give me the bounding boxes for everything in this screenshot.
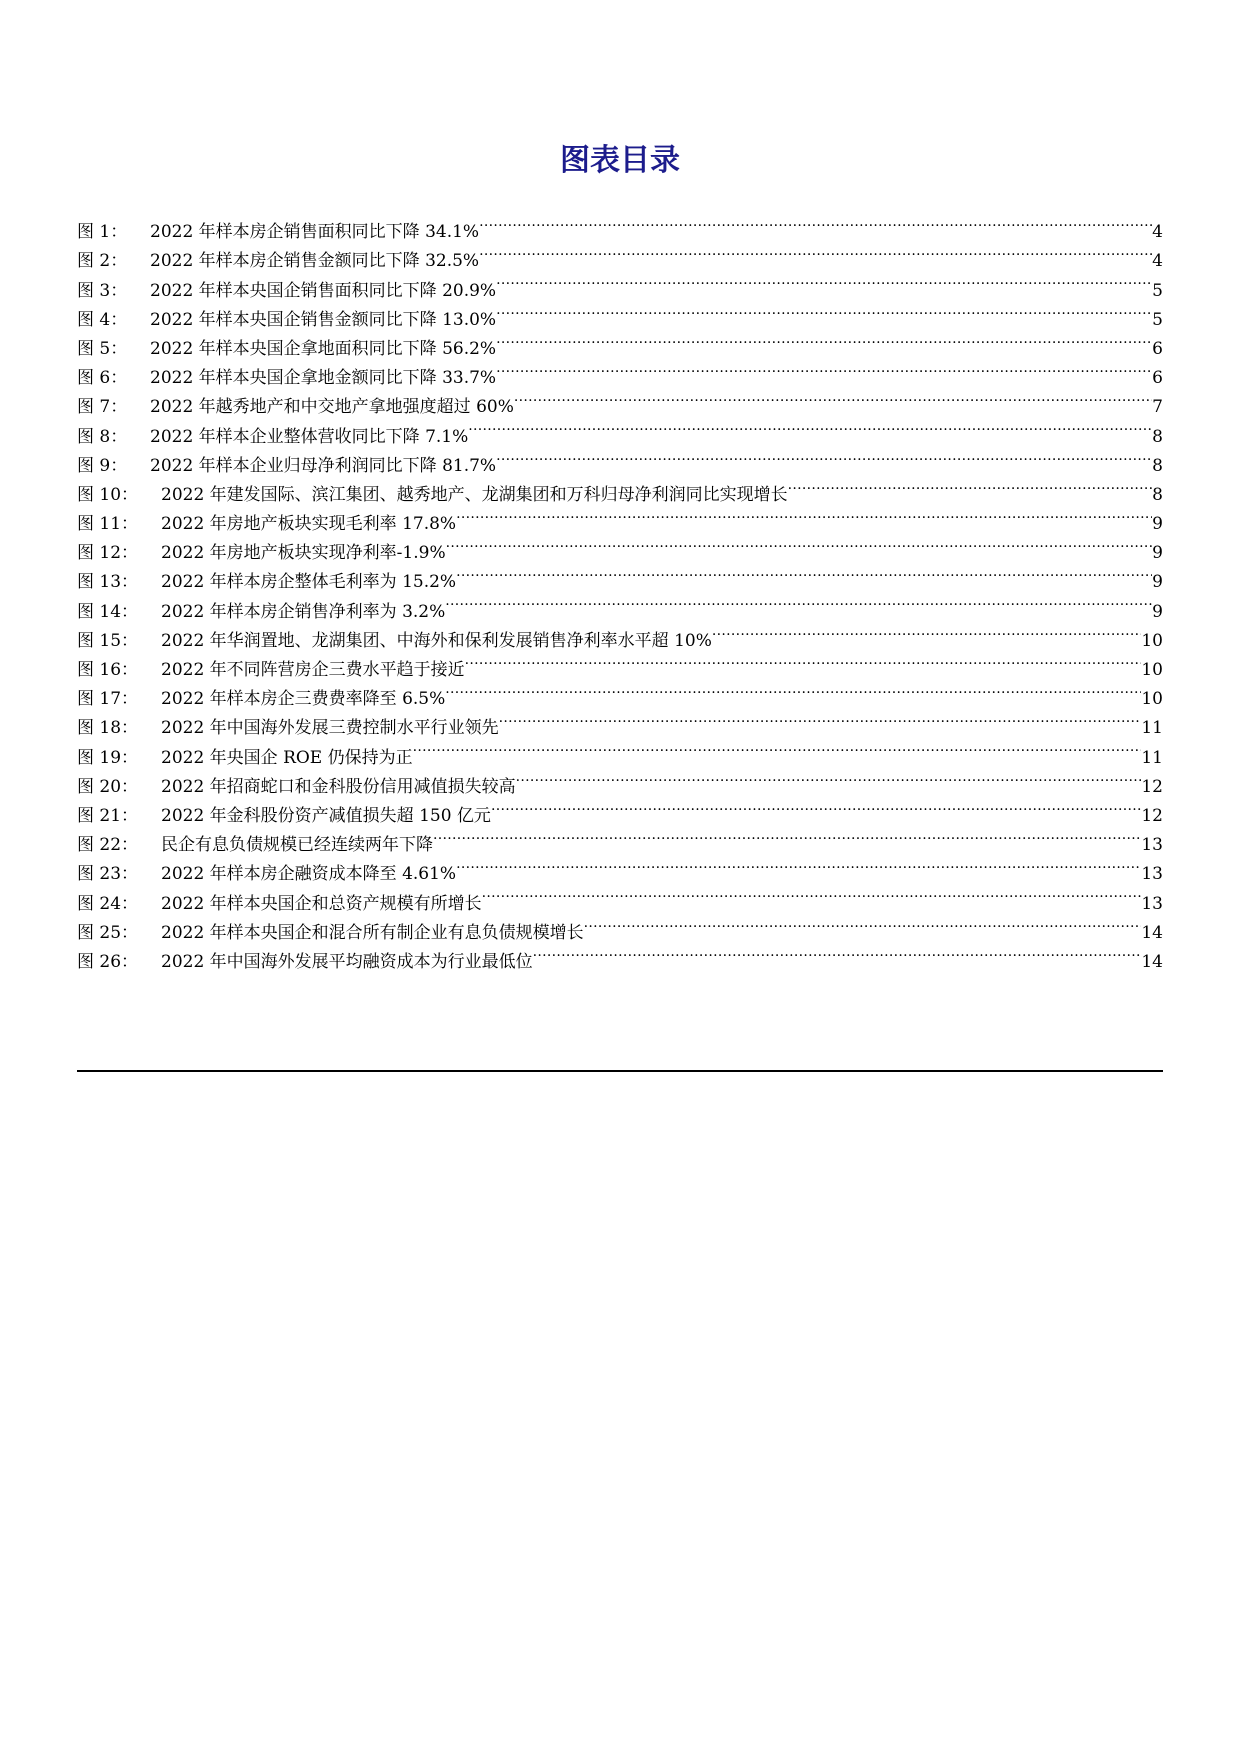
page-number: 10 [1141,689,1163,710]
dot-leader [445,587,1152,616]
page-number: 5 [1152,309,1163,330]
figure-caption: 2022 年样本企业归母净利润同比下降 81.7% [150,455,497,476]
figure-label: 图 26： [77,951,139,972]
figure-caption: 2022 年样本房企三费费率降至 6.5% [161,689,446,710]
figure-label: 图 22： [77,835,139,856]
figure-label: 图 5： [77,338,128,359]
page-number: 11 [1141,747,1163,768]
figure-label: 图 24： [77,893,139,914]
dot-leader [496,442,1152,471]
figure-label: 图 4： [77,309,128,330]
dot-leader [479,237,1152,266]
figure-caption: 2022 年房地产板块实现毛利率 17.8% [161,514,457,535]
figure-caption: 2022 年样本央国企拿地面积同比下降 56.2% [150,338,497,359]
figure-caption: 2022 年样本央国企拿地金额同比下降 33.7% [150,368,497,389]
dot-leader [496,325,1152,354]
figure-label: 图 25： [77,922,139,943]
dot-leader [413,733,1142,762]
toc-entry[interactable] [77,208,1163,243]
dot-leader [446,529,1153,558]
figure-caption: 2022 年样本央国企销售面积同比下降 20.9% [150,280,497,301]
dot-leader [491,792,1141,821]
figure-label: 图 7： [77,397,128,418]
figure-caption: 2022 年样本央国企销售金额同比下降 13.0% [150,309,497,330]
figure-caption: 2022 年样本房企销售金额同比下降 32.5% [150,251,480,272]
dot-leader [482,879,1142,908]
toc-title: 图表目录 [560,143,680,178]
page-number: 8 [1152,455,1163,476]
figure-label: 图 21： [77,805,139,826]
figure-caption: 2022 年样本央国企和混合所有制企业有息负债规模增长 [161,922,584,943]
figure-caption: 2022 年样本央国企和总资产规模有所增长 [161,893,482,914]
dot-leader [499,704,1142,733]
page-number: 6 [1152,338,1163,359]
page-number: 9 [1152,601,1163,622]
figure-label: 图 11： [77,514,139,535]
figure-caption: 2022 年央国企 ROE 仍保持为正 [161,747,413,768]
figure-caption: 2022 年样本房企销售面积同比下降 34.1% [150,222,480,243]
dot-leader [456,558,1152,587]
page-number: 9 [1152,543,1163,564]
dot-leader [496,266,1152,295]
dot-leader [788,471,1153,500]
page-number: 8 [1152,484,1163,505]
dot-leader [465,646,1142,675]
page-number: 13 [1141,864,1163,885]
figure-caption: 2022 年样本房企销售净利率为 3.2% [161,601,446,622]
page-number: 5 [1152,280,1163,301]
figure-label: 图 6： [77,368,128,389]
dot-leader [468,412,1152,441]
figure-label: 图 23： [77,864,139,885]
figure-label: 图 16： [77,660,139,680]
page-number: 4 [1152,251,1163,272]
dot-leader [496,354,1152,383]
page-number: 8 [1152,426,1163,447]
page-number: 11 [1141,718,1163,739]
figure-label: 图 13： [77,572,139,593]
figure-caption: 民企有息负债规模已经连续两年下降 [161,835,433,856]
page-number: 6 [1152,368,1163,389]
page-number: 7 [1152,397,1163,418]
figure-caption: 2022 年不同阵营房企三费水平趋于接近 [161,660,465,680]
page-number: 9 [1152,514,1163,535]
page-number: 9 [1152,572,1163,593]
page-number: 4 [1152,222,1163,243]
figure-label: 图 18： [77,718,139,739]
figure-caption: 2022 年样本房企整体毛利率为 15.2% [161,572,457,593]
figure-label: 图 10： [77,484,139,505]
figure-caption: 2022 年越秀地产和中交地产拿地强度超过 60% [150,397,514,418]
dot-leader [456,500,1152,529]
dot-leader [514,383,1152,412]
page-number: 12 [1141,805,1163,826]
figure-caption: 2022 年样本企业整体营收同比下降 7.1% [150,426,469,447]
dot-leader [712,617,1142,646]
figure-caption: 2022 年样本房企融资成本降至 4.61% [161,864,457,885]
figure-caption: 2022 年中国海外发展平均融资成本为行业最低位 [161,951,533,972]
dot-leader [445,675,1141,704]
page-number: 10 [1141,630,1163,651]
page-number: 10 [1141,660,1163,680]
dot-leader [456,850,1141,879]
divider-line [77,1070,1163,1072]
page-number: 14 [1141,922,1163,943]
figure-caption: 2022 年招商蛇口和金科股份信用减值损失较高 [161,776,516,797]
page-number: 13 [1141,835,1163,856]
figure-label: 图 1： [77,222,128,243]
figure-caption: 2022 年房地产板块实现净利率-1.9% [161,543,446,564]
figure-label: 图 14： [77,601,139,622]
figure-caption: 2022 年建发国际、滨江集团、越秀地产、龙湖集团和万科归母净利润同比实现增长 [161,484,788,505]
figure-label: 图 15： [77,630,139,651]
page-number: 12 [1141,776,1163,797]
figure-list [77,208,1163,972]
figure-caption: 2022 年中国海外发展三费控制水平行业领先 [161,718,499,739]
dot-leader [479,208,1152,237]
figure-label: 图 20： [77,776,139,797]
figure-label: 图 17： [77,689,139,710]
dot-leader [496,296,1152,325]
figure-label: 图 19： [77,747,139,768]
figure-label: 图 3： [77,280,128,301]
figure-caption: 2022 年金科股份资产减值损失超 150 亿元 [161,805,491,826]
figure-label: 图 2： [77,251,128,272]
figure-label: 图 12： [77,543,139,564]
dot-leader [584,909,1142,938]
figure-label: 图 8： [77,426,128,447]
figure-caption: 2022 年华润置地、龙湖集团、中海外和保利发展销售净利率水平超 10% [161,630,712,651]
page-number: 14 [1141,951,1163,972]
dot-leader [433,821,1141,850]
page-number: 13 [1141,893,1163,914]
dot-leader [533,938,1142,967]
figure-label: 图 9： [77,455,128,476]
dot-leader [516,763,1142,792]
